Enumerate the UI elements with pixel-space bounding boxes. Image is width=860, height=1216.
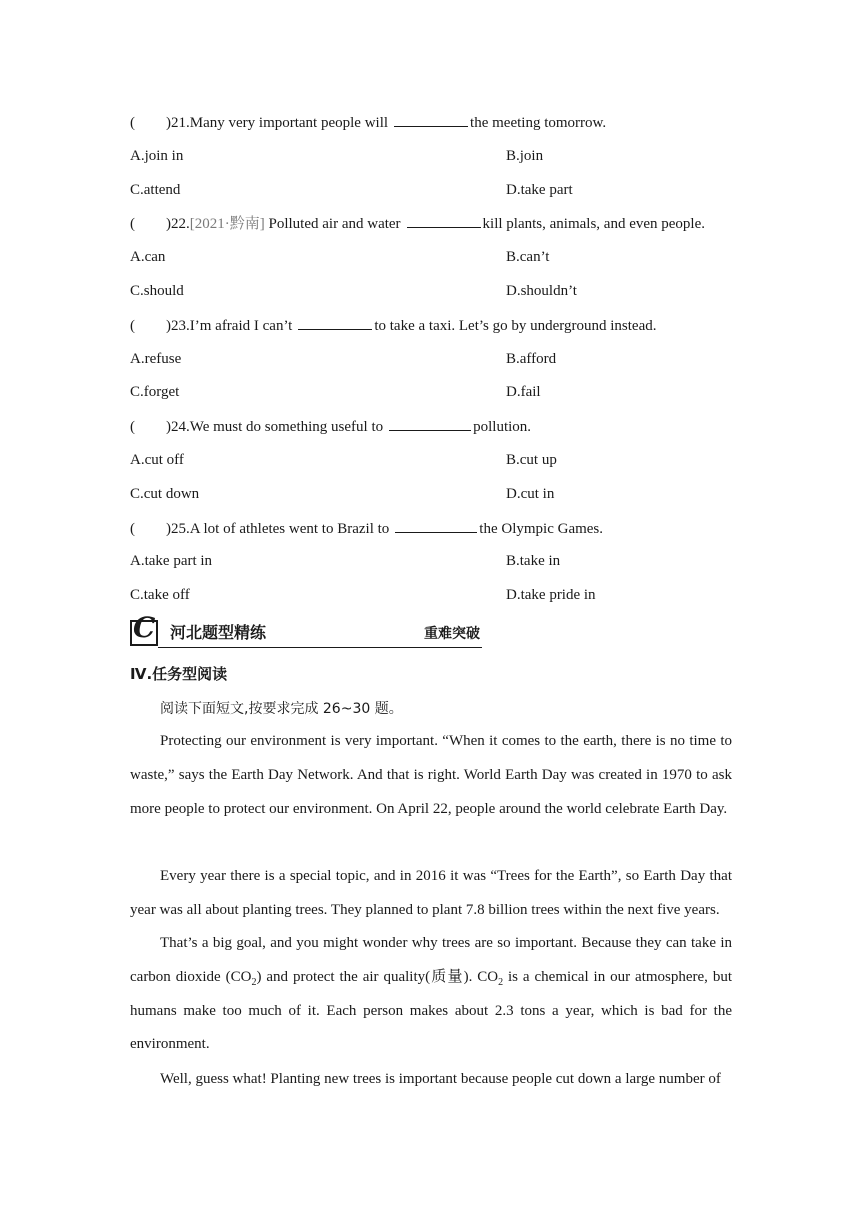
option-c[interactable]: C.forget (130, 384, 180, 400)
question-stem-before: I’m afraid I can’t (189, 318, 293, 334)
question-number: 22. (171, 216, 190, 232)
option-row (130, 281, 577, 301)
question-stem-before: We must do something useful to (189, 419, 384, 435)
question-23: ( )23.I’m afraid I can’t to take a taxi. Let’s go by underground instead. (130, 315, 657, 336)
question-stem-before: A lot of athletes went to Brazil to (189, 521, 390, 537)
option-c[interactable]: C.should (130, 283, 184, 299)
question-number: 24. (171, 419, 190, 435)
question-stem-after: the meeting tomorrow. (470, 115, 607, 131)
question-number: 23. (171, 318, 190, 334)
option-c[interactable]: C.take off (130, 587, 190, 603)
option-b[interactable]: B.afford (506, 351, 557, 367)
paragraph-3: That’s a big goal, and you might wonder why trees are so important. Because they can take in carbon dioxide $(CO_2)$ and protect the air quality(质量). $CO_2$ is a chemical in our atmosphere, but humans make too much of it. Each person makes about 2.3 tons a year, which is bad for the environment. (130, 935, 733, 1053)
option-b[interactable]: B.cut up (506, 452, 557, 468)
option-row (130, 450, 557, 470)
option-row (130, 349, 557, 369)
answer-bracket[interactable]: ( (130, 216, 135, 232)
option-d[interactable]: D.cut in (506, 486, 555, 502)
question-stem-before: Polluted air and water (268, 216, 401, 232)
question-stem-before: Many very important people will (189, 115, 389, 131)
section-heading: Ⅳ.任务型阅读 (130, 665, 228, 683)
answer-blank[interactable] (394, 112, 468, 127)
option-d[interactable]: D.shouldn’t (506, 283, 577, 299)
question-25: ( )25.A lot of athletes went to Brazil to the Olympic Games. (130, 518, 603, 539)
option-row (130, 382, 541, 402)
paragraph-2: Every year there is a special topic, and in 2016 it was “Trees for the Earth”, so Earth Day that year was all about planting trees. They planned to plant 7.8 billion trees within the next five years. (130, 868, 732, 918)
option-c[interactable]: C.cut down (130, 486, 200, 502)
option-c[interactable]: C.attend (130, 182, 181, 198)
answer-bracket[interactable]: ( (130, 521, 135, 537)
answer-blank[interactable] (395, 518, 477, 533)
option-d[interactable]: D.take part (506, 182, 573, 198)
question-stem-after: kill plants, animals, and even people. (482, 216, 705, 232)
option-row (130, 247, 550, 267)
option-b[interactable]: B.can’t (506, 249, 550, 265)
question-number: 21. (171, 115, 190, 131)
question-stem-after: to take a taxi. Let’s go by underground instead. (374, 318, 657, 334)
section-letter: C (133, 611, 156, 644)
option-row (130, 180, 573, 200)
paragraph-4: Well, guess what! Planting new trees is important because people cut down a large number of (160, 1071, 721, 1087)
question-stem-after: the Olympic Games. (479, 521, 604, 537)
answer-blank[interactable] (389, 416, 471, 431)
option-a[interactable]: A.can (130, 249, 166, 265)
option-row (130, 146, 544, 166)
question-source: [2021·黔南] (189, 216, 265, 232)
question-stem-after: pollution. (473, 419, 532, 435)
question-22: ( )22.[2021·黔南] Polluted air and water kill plants, animals, and even people. (130, 213, 705, 234)
option-row (130, 585, 596, 605)
option-row (130, 484, 555, 504)
option-b[interactable]: B.join (506, 148, 544, 164)
answer-bracket[interactable]: ( (130, 419, 135, 435)
answer-bracket[interactable]: ( (130, 318, 135, 334)
question-number: 25. (171, 521, 190, 537)
option-a[interactable]: A.cut off (130, 452, 184, 468)
option-row (130, 551, 561, 571)
answer-blank[interactable] (407, 213, 481, 228)
option-a[interactable]: A.take part in (130, 553, 213, 569)
answer-blank[interactable] (298, 315, 372, 330)
instruction: 阅读下面短文,按要求完成 26~30 题。 (160, 701, 403, 717)
option-a[interactable]: A.join in (130, 148, 184, 164)
option-d[interactable]: D.take pride in (506, 587, 596, 603)
answer-bracket[interactable]: ( (130, 115, 135, 131)
option-b[interactable]: B.take in (506, 553, 561, 569)
section-title: 河北题型精练 (170, 623, 267, 642)
banner-underline (158, 647, 482, 648)
question-21: ( )21.Many very important people will the meeting tomorrow. (130, 112, 606, 133)
option-d[interactable]: D.fail (506, 384, 541, 400)
section-subtitle: 重难突破 (424, 626, 480, 642)
section-banner (130, 611, 482, 649)
paragraph-1: Protecting our environment is very important. “When it comes to the earth, there is no time to waste,” says the Earth Day Network. And that is right. World Earth Day was created in 1970 to ask more people to protect our environment. On April 22, people around the world celebrate Earth Day. (130, 733, 732, 817)
option-a[interactable]: A.refuse (130, 351, 182, 367)
question-24: ( )24.We must do something useful to pollution. (130, 416, 531, 437)
